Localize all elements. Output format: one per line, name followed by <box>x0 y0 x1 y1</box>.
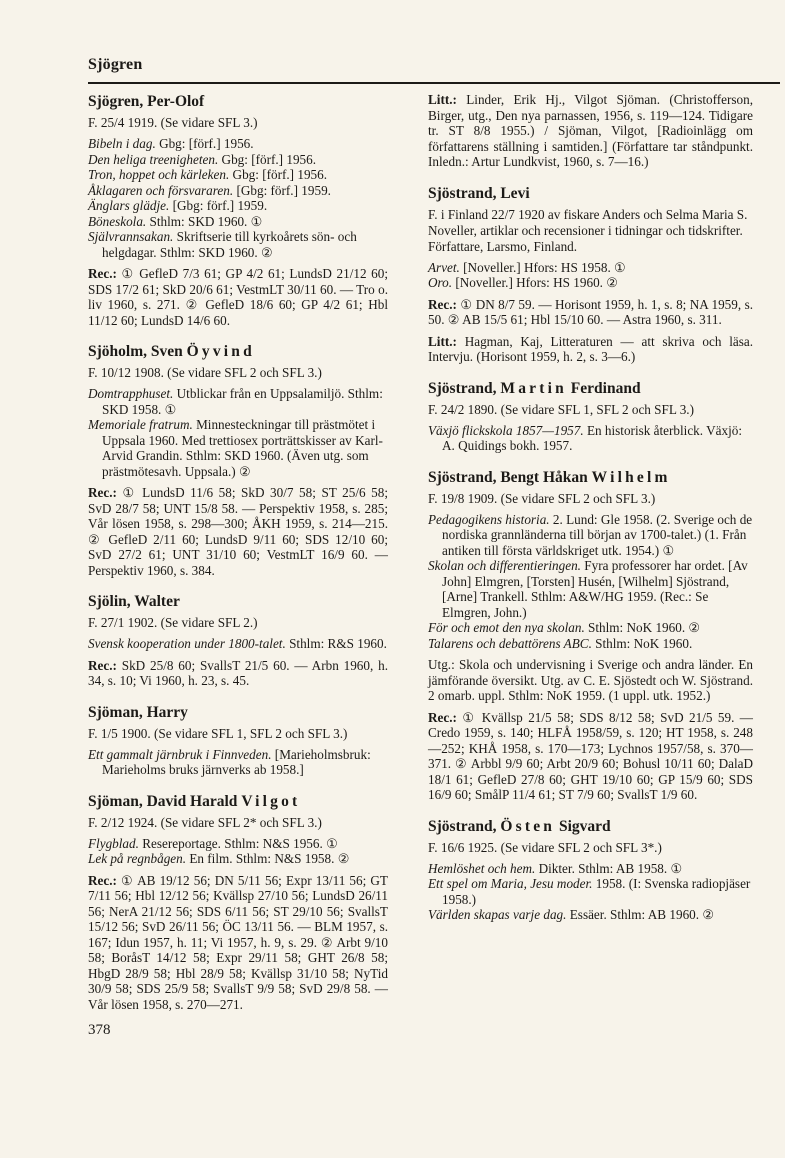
entry-heading: Sjöstrand, Östen Sigvard <box>428 817 611 835</box>
entry-bio: F. 19/8 1909. (Se vidare SFL 2 och SFL 3.) <box>428 490 656 506</box>
entry-sjoholm-sven <box>88 342 388 578</box>
work-item: Böneskola. Sthlm: SKD 1960. ① <box>88 213 263 229</box>
literature: Litt.: Hagman, Kaj, Litteraturen — att skriva och läsa. Intervju. (Horisont 1959, h. 2, s. 3—6.) <box>428 333 753 364</box>
work-item: Växjö flickskola 1857—1957. En historisk återblick. Växjö: A. Quidings bokh. 1957. <box>428 422 743 453</box>
entry-heading: Sjölin, Walter <box>88 593 180 610</box>
entry-heading: Sjöstrand, Bengt Håkan Wilhelm <box>428 468 671 486</box>
work-item: Arvet. [Noveller.] Hfors: HS 1958. ① <box>428 259 626 275</box>
work-item: Talarens och debattörens ABC. Sthlm: NoK 1960. <box>428 635 693 651</box>
entry-heading: Sjöstrand, Martin Ferdinand <box>428 379 641 397</box>
entry-heading: Sjöstrand, Levi <box>428 184 530 202</box>
left-column <box>88 92 388 1026</box>
work-item: Flygblad. Resereportage. Sthlm: N&S 1956. ① <box>88 835 338 851</box>
work-item: Pedagogikens historia. 2. Lund: Gle 1958. (2. Sverige och de nordiska grannländerna till början av 1700-talet.) (1. Från antiken till första världskriget utk. 1954.) ① <box>428 511 753 558</box>
work-item: Memoriale fratrum. Minnesteckningar till prästmötet i Uppsala 1960. Med trettiosex porträttskisser av Karl-Arvid Grandin. Sthlm: SKD 1960. (Även utg. som prästmötesavh. Uppsala.) ② <box>88 417 383 479</box>
entry-bio: F. 2/12 1924. (Se vidare SFL 2* och SFL 3.) <box>88 814 322 830</box>
entry-sjostrand-wilhelm <box>428 468 753 803</box>
entry-heading: Sjögren, Per-Olof <box>88 93 205 110</box>
page-number: 378 <box>88 1022 111 1038</box>
work-item: Tron, hoppet och kärleken. Gbg: [förf.] 1956. <box>88 167 328 182</box>
entry-sjoman-vilgot <box>88 792 388 1013</box>
entry-bio: F. 25/4 1919. (Se vidare SFL 3.) <box>88 115 258 130</box>
entry-sjostrand-levi <box>428 184 753 365</box>
entry-heading: Sjöman, Harry <box>88 703 188 721</box>
work-item: Åklagaren och försvararen. [Gbg: förf.] 1959. <box>88 182 331 198</box>
entry-sjoman-harry <box>88 703 388 778</box>
entry-bio: F. 27/1 1902. (Se vidare SFL 2.) <box>88 615 258 630</box>
entry-heading: Sjöman, David Harald Vilgot <box>88 792 301 810</box>
running-header: Sjögren <box>88 56 143 73</box>
work-item: Svensk kooperation under 1800-talet. Sthlm: R&S 1960. <box>88 636 387 651</box>
entry-heading: Sjöholm, Sven Öyvind <box>88 343 255 360</box>
reviews: Rec.: ① AB 19/12 56; DN 5/11 56; Expr 13/11 56; GT 7/11 56; Hbl 12/12 56; Kvällsp 27/10 56; LundsD 26/11 56; NerA 21/12 56; SDS 6/11 56; ST 29/10 56; SvallsT 15/12 56; SvD 26/11 56; ÖC 13/11 56. — BLM 1957, s. 167; Idun 1957, h. 11; Vi 1957, h. 9, s. 29. ② Arbt 9/10 58; BoråsT 14/12 58; Expr 29/11 58; GHT 26/8 58; HbgD 28/9 58; Hbl 28/9 58; Kvällsp 31/10 58; NyTid 30/9 58; SDS 25/9 58; SvallsT 9/9 58; SvD 29/8 58. — Vår lösen 1958, s. 270—271. <box>88 872 388 1012</box>
work-item: För och emot den nya skolan. Sthlm: NoK 1960. ② <box>428 620 701 635</box>
continued-literature <box>428 92 753 170</box>
entry-bio: F. 16/6 1925. (Se vidare SFL 2 och SFL 3*.) <box>428 839 662 855</box>
entry-bio: F. i Finland 22/7 1920 av fiskare Anders och Selma Maria S. Noveller, artiklar och recensioner i tidningar och tidskrifter. Författare, Larsmo, Finland. <box>428 206 748 254</box>
editor-note: Utg.: Skola och undervisning i Sverige och andra länder. En jämförande översikt. Utg. av C. E. Sjöstedt och W. Sjöstrand. 2 omarb. uppl. Sthlm: NoK 1959. (1 uppl. utk. 1952.) <box>428 657 753 703</box>
work-item: Oro. [Noveller.] Hfors: HS 1960. ② <box>428 275 619 290</box>
work-item: Den heliga treenigheten. Gbg: [förf.] 1956. <box>88 151 317 167</box>
work-item: Bibeln i dag. Gbg: [förf.] 1956. <box>88 136 254 151</box>
work-item: Ett spel om Maria, Jesu moder. 1958. (I: Svenska radiopjäser 1958.) <box>428 876 751 907</box>
entry-bio: F. 10/12 1908. (Se vidare SFL 2 och SFL 3.) <box>88 365 322 380</box>
reviews: Rec.: SkD 25/8 60; SvallsT 21/5 60. — Arbn 1960, h. 34, s. 10; Vi 1960, h. 23, s. 45. <box>88 657 388 688</box>
reviews: Rec.: ① Kvällsp 21/5 58; SDS 8/12 58; SvD 21/5 59. — Credo 1959, s. 140; HLFÅ 1958/59, s. 120; HT 1958, s. 248—252; KHÅ 1958, s. 170—173; Lychnos 1957/58, s. 370—371. ② Arbbl 9/9 60; Arbt 20/9 60; Bohusl 10/11 60; DalaD 18/1 61; GefleD 27/8 60; GHT 19/10 60; GP 15/9 60; SDS 16/9 60; SmålP 11/4 61; ST 7/9 60; SvallsT 1/9 60. <box>428 709 753 802</box>
reviews: Rec.: ① DN 8/7 59. — Horisont 1959, h. 1, s. 8; NA 1959, s. 50. ② AB 15/5 61; Hbl 15/10 60. — Astra 1960, s. 311. <box>428 296 753 327</box>
entry-sjogren-per-olof <box>88 92 388 328</box>
work-item: Änglars glädje. [Gbg: förf.] 1959. <box>88 198 268 213</box>
right-column <box>428 92 753 937</box>
work-item: Lek på regnbågen. En film. Sthlm: N&S 1958. ② <box>88 851 350 866</box>
entry-bio: F. 1/5 1900. (Se vidare SFL 1, SFL 2 och SFL 3.) <box>88 725 348 741</box>
work-item: Skolan och differentieringen. Fyra professorer har ordet. [Av John] Elmgren, [Torsten] Husén, [Wilhelm] Sjöstrand, [Arne] Trankell. Sthlm: A&W/HG 1959. (Rec.: Se Elmgren, John.) <box>428 558 748 620</box>
entry-sjostrand-martin <box>428 379 753 454</box>
entry-bio: F. 24/2 1890. (Se vidare SFL 1, SFL 2 och SFL 3.) <box>428 401 694 417</box>
header-rule <box>88 82 780 84</box>
entry-sjolin-walter <box>88 592 388 689</box>
work-item: Världen skapas varje dag. Essäer. Sthlm: AB 1960. ② <box>428 907 715 922</box>
work-item: Hemlöshet och hem. Dikter. Sthlm: AB 1958. ① <box>428 860 683 876</box>
work-item: Domtrapphuset. Utblickar från en Uppsalamiljö. Sthlm: SKD 1958. ① <box>88 386 383 417</box>
work-item: Ett gammalt järnbruk i Finnveden. [Marieholmsbruk: Marieholms bruks järnverks ab 1958.] <box>88 746 371 777</box>
work-item: Självrannsakan. Skriftserie till kyrkoårets sön- och helgdagar. Sthlm: SKD 1960. ② <box>88 229 357 260</box>
literature: Litt.: Linder, Erik Hj., Vilgot Sjöman. (Christofferson, Birger, utg., Den nya parnassen, 1956, s. 119—124. Tidigare tr. ST 8/8 1955.) / Sjöman, Vilgot, [Radioinlägg om författarens ställning i samtiden.] (Författare tar ståndpunkt. Inledn.: Artur Lundkvist, 1960, s. 7—16.) <box>428 92 753 169</box>
reviews: Rec.: ① LundsD 11/6 58; SkD 30/7 58; ST 25/6 58; SvD 28/7 58; UNT 15/8 58. — Perspektiv 1958, s. 285; Vår lösen 1958, s. 298—300; ÅKH 1959, s. 214—215. ② GefleD 2/11 60; LundsD 9/11 60; SDS 12/10 60; SvD 27/2 61; UNT 31/10 60; VestmLT 16/9 60. — Perspektiv 1960, s. 384. <box>88 485 388 578</box>
entry-sjostrand-osten <box>428 817 753 923</box>
reviews: Rec.: ① GefleD 7/3 61; GP 4/2 61; LundsD 21/12 60; SDS 17/2 61; SkD 20/6 61; VestmLT 30/11 60. — Tro o. liv 1960, s. 271. ② GefleD 18/6 60; GP 4/2 61; Hbl 11/12 60; LundsD 14/6 60. <box>88 266 388 328</box>
